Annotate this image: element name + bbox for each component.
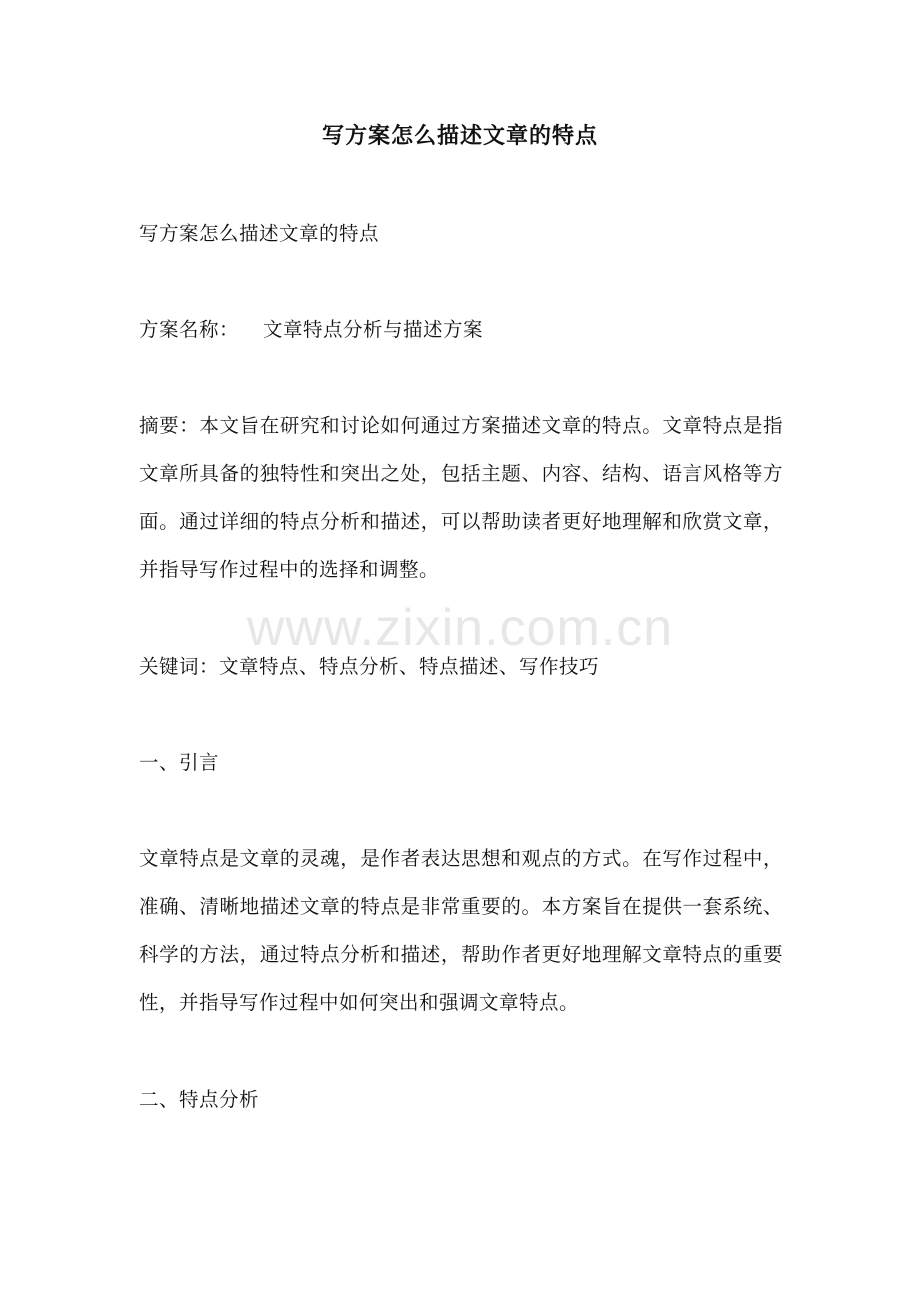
plan-name-line xyxy=(139,306,783,354)
section-2-heading: 二、特点分析 xyxy=(139,1088,260,1111)
plan-name-label: 方案名称： xyxy=(139,318,240,341)
keywords-line: 关键词：文章特点、特点分析、特点描述、写作技巧 xyxy=(139,655,600,678)
abstract-paragraph: 摘要：本文旨在研究和讨论如何通过方案描述文章的特点。文章特点是指文章所具备的独特性和突出之处，包括主题、内容、结构、语言风格等方面。通过详细的特点分析和描述，可以帮助读者更好地理解和欣赏文章，并指导写作过程中的选择和调整。 xyxy=(139,414,783,581)
watermark: www.zixin.com.cn xyxy=(246,599,674,657)
document-subtitle: 写方案怎么描述文章的特点 xyxy=(139,222,380,245)
document-title: 写方案怎么描述文章的特点 xyxy=(321,123,598,149)
section-1-body: 文章特点是文章的灵魂，是作者表达思想和观点的方式。在写作过程中，准确、清晰地描述文章的特点是非常重要的。本方案旨在提供一套系统、科学的方法，通过特点分析和描述，帮助作者更好地理解文章特点的重要性，并指导写作过程中如何突出和强调文章特点。 xyxy=(139,847,783,1014)
plan-name-value: 文章特点分析与描述方案 xyxy=(263,318,484,341)
section-1-heading: 一、引言 xyxy=(139,751,220,774)
